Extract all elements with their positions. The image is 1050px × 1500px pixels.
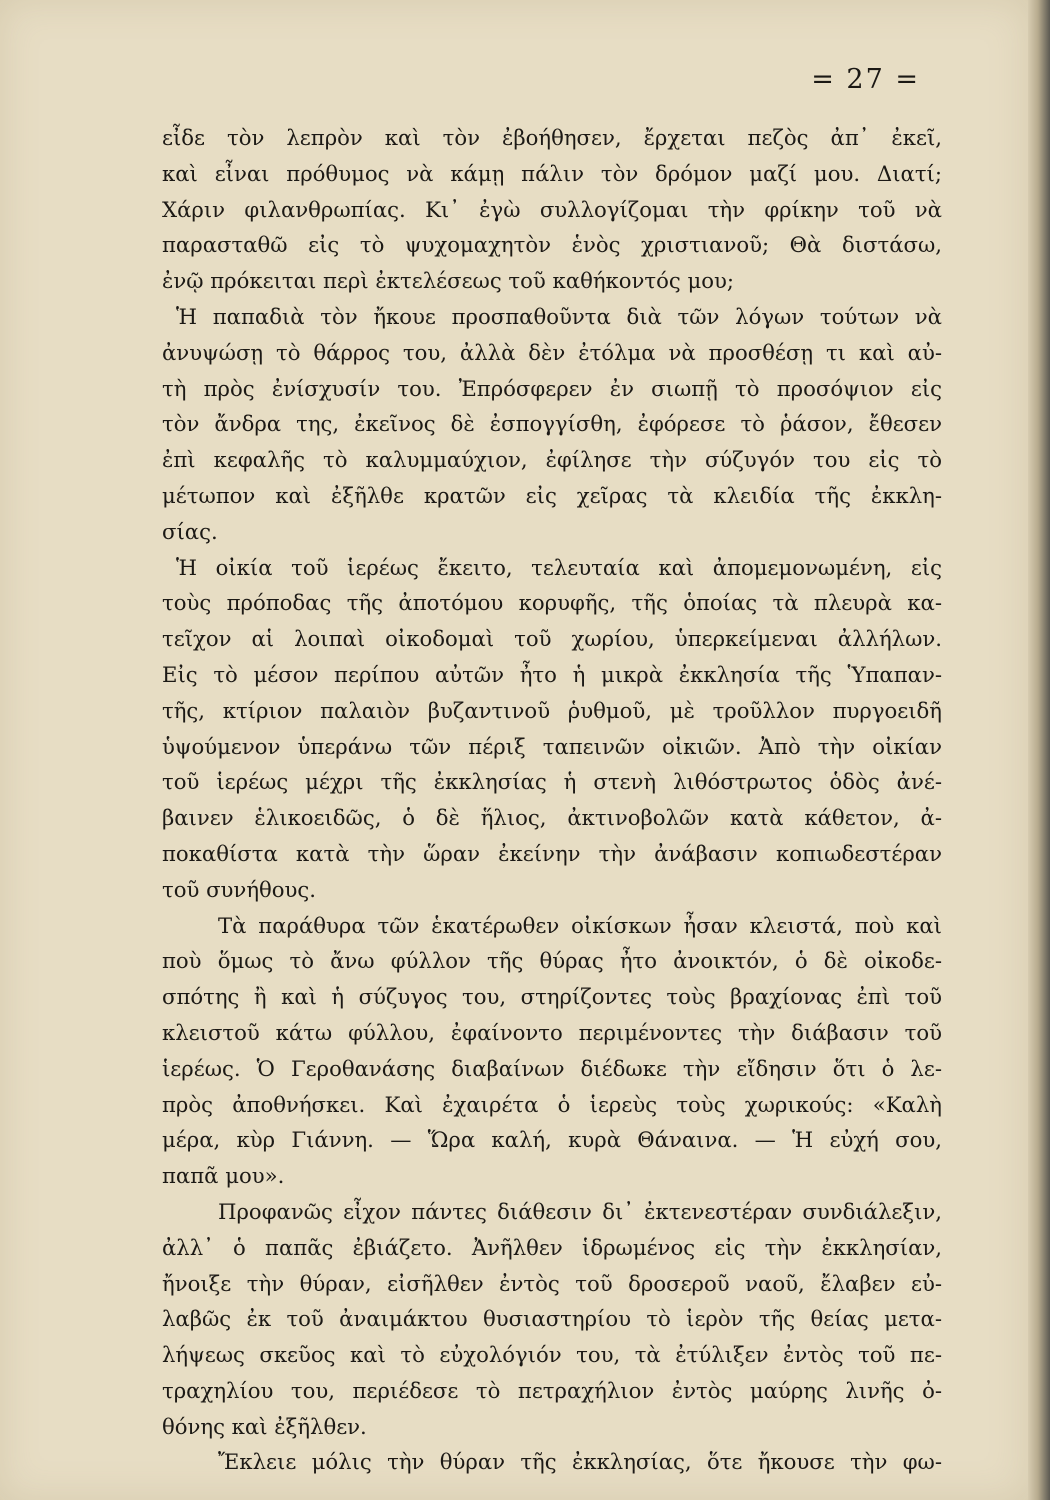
text-line: ὑψούμενον ὑπεράνω τῶν πέριξ ταπεινῶν οἰκιῶν. Ἀπὸ τὴν οἰκίαν	[162, 733, 942, 759]
text-line: τῆς, κτίριον παλαιὸν βυζαντινοῦ ῥυθμοῦ, μὲ τροῦλλον πυργοειδῆ	[162, 697, 942, 723]
paragraph-start-line: Ἔκλειε μόλις τὴν θύραν τῆς ἐκκλησίας, ὅτε ἤκουσε τὴν φω-	[218, 1449, 942, 1475]
text-line: πρὸς ἀποθνήσκει. Καὶ ἐχαιρέτα ὁ ἱερεὺς τοὺς χωρικούς: «Καλὴ	[162, 1091, 942, 1117]
text-line: ποκαθίστα κατὰ τὴν ὥραν ἐκείνην τὴν ἀνάβασιν κοπιωδεστέραν	[162, 840, 942, 866]
text-line: ἀνυψώσῃ τὸ θάρρος του, ἀλλὰ δὲν ἐτόλμα νὰ προσθέσῃ τι καὶ αὐ-	[162, 339, 942, 365]
paragraph-start-line: Τὰ παράθυρα τῶν ἑκατέρωθεν οἰκίσκων ἦσαν κλειστά, ποὺ καὶ	[218, 912, 942, 938]
text-line: σπότης ἢ καὶ ἡ σύζυγος του, στηρίζοντες τοὺς βραχίονας ἐπὶ τοῦ	[162, 984, 942, 1010]
text-line: λήψεως σκεῦος καὶ τὸ εὐχολόγιόν του, τὰ ἐτύλιξεν ἐντὸς τοῦ πε-	[162, 1342, 942, 1368]
text-line: τὸν ἄνδρα της, ἐκεῖνος δὲ ἐσπογγίσθη, ἐφόρεσε τὸ ῥάσον, ἔθεσεν	[162, 411, 942, 437]
page-number: = 27 =	[811, 64, 920, 95]
text-line: τοῦ συνήθους.	[162, 876, 317, 902]
text-line: τραχηλίου του, περιέδεσε τὸ πετραχήλιον ἐντὸς μαύρης λινῆς ὀ-	[162, 1377, 942, 1403]
text-line: ἤνοιξε τὴν θύραν, εἰσῆλθεν ἐντὸς τοῦ δροσεροῦ ναοῦ, ἔλαβεν εὐ-	[162, 1270, 942, 1296]
text-line: σίας.	[162, 518, 218, 544]
text-line: ἀλλ᾽ ὁ παπᾶς ἐβιάζετο. Ἀνῆλθεν ἱδρωμένος εἰς τὴν ἐκκλησίαν,	[162, 1234, 942, 1260]
text-line: Εἰς τὸ μέσον περίπου αὐτῶν ἦτο ἡ μικρὰ ἐκκλησία τῆς Ὑπαπαν-	[162, 661, 942, 687]
paragraph-start-line: Ἡ οἰκία τοῦ ἱερέως ἔκειτο, τελευταία καὶ ἀπομεμονωμένη, εἰς	[176, 554, 942, 580]
text-line: ποὺ ὅμως τὸ ἄνω φύλλον τῆς θύρας ἦτο ἀνοικτόν, ὁ δὲ οἰκοδε-	[162, 948, 942, 974]
text-line: τὴ πρὸς ἐνίσχυσίν του. Ἐπρόσφερεν ἐν σιωπῇ τὸ προσόψιον εἰς	[162, 375, 942, 401]
text-line: τεῖχον αἱ λοιπαὶ οἰκοδομαὶ τοῦ χωρίου, ὑπερκείμεναι ἀλλήλων.	[162, 626, 942, 652]
text-line: λαβῶς ἐκ τοῦ ἀναιμάκτου θυσιαστηρίου τὸ ἱερὸν τῆς θείας μετα-	[162, 1306, 942, 1332]
text-line: ἱερέως. Ὁ Γεροθανάσης διαβαίνων διέδωκε τὴν εἴδησιν ὅτι ὁ λε-	[162, 1055, 942, 1081]
text-line: παπᾶ μου».	[162, 1163, 285, 1189]
text-line: εἶδε τὸν λεπρὸν καὶ τὸν ἐβοήθησεν, ἔρχεται πεζὸς ἀπ᾽ ἐκεῖ,	[162, 125, 942, 150]
text-line: βαινεν ἑλικοειδῶς, ὁ δὲ ἥλιος, ἀκτινοβολῶν κατὰ κάθετον, ἀ-	[162, 805, 942, 831]
paragraph-start-line: Προφανῶς εἶχον πάντες διάθεσιν δι᾽ ἐκτενεστέραν συνδιάλεξιν,	[218, 1198, 942, 1224]
text-line: μέρα, κὺρ Γιάννη. — Ὥρα καλή, κυρὰ Θάναινα. — Ἡ εὐχή σου,	[162, 1127, 942, 1153]
text-line: θόνης καὶ ἐξῆλθεν.	[162, 1413, 367, 1439]
text-line: τοῦ ἱερέως μέχρι τῆς ἐκκλησίας ἡ στενὴ λιθόστρωτος ὁδὸς ἀνέ-	[162, 769, 942, 795]
scan-edge	[1028, 0, 1050, 1500]
text-line: Χάριν φιλανθρωπίας. Κι᾽ ἐγὼ συλλογίζομαι τὴν φρίκην τοῦ νὰ	[162, 196, 942, 222]
text-line: ἐνῷ πρόκειται περὶ ἐκτελέσεως τοῦ καθήκοντός μου;	[162, 268, 735, 294]
text-line: κλειστοῦ κάτω φύλλου, ἐφαίνοντο περιμένοντες τὴν διάβασιν τοῦ	[162, 1019, 942, 1045]
body-text	[162, 120, 942, 1480]
text-line: τοὺς πρόποδας τῆς ἀποτόμου κορυφῆς, τῆς ὁποίας τὰ πλευρὰ κα-	[162, 590, 942, 616]
text-line: καὶ εἶναι πρόθυμος νὰ κάμῃ πάλιν τὸν δρόμον μαζί μου. Διατί;	[162, 160, 942, 186]
text-line: παρασταθῶ εἰς τὸ ψυχομαχητὸν ἑνὸς χριστιανοῦ; Θὰ διστάσω,	[162, 232, 942, 258]
paragraph-start-line: Ἡ παπαδιὰ τὸν ἤκουε προσπαθοῦντα διὰ τῶν λόγων τούτων νὰ	[176, 303, 942, 329]
text-line: μέτωπον καὶ ἐξῆλθε κρατῶν εἰς χεῖρας τὰ κλειδία τῆς ἐκκλη-	[162, 482, 942, 508]
text-line: ἐπὶ κεφαλῆς τὸ καλυμμαύχιον, ἐφίλησε τὴν σύζυγόν του εἰς τὸ	[162, 447, 942, 473]
